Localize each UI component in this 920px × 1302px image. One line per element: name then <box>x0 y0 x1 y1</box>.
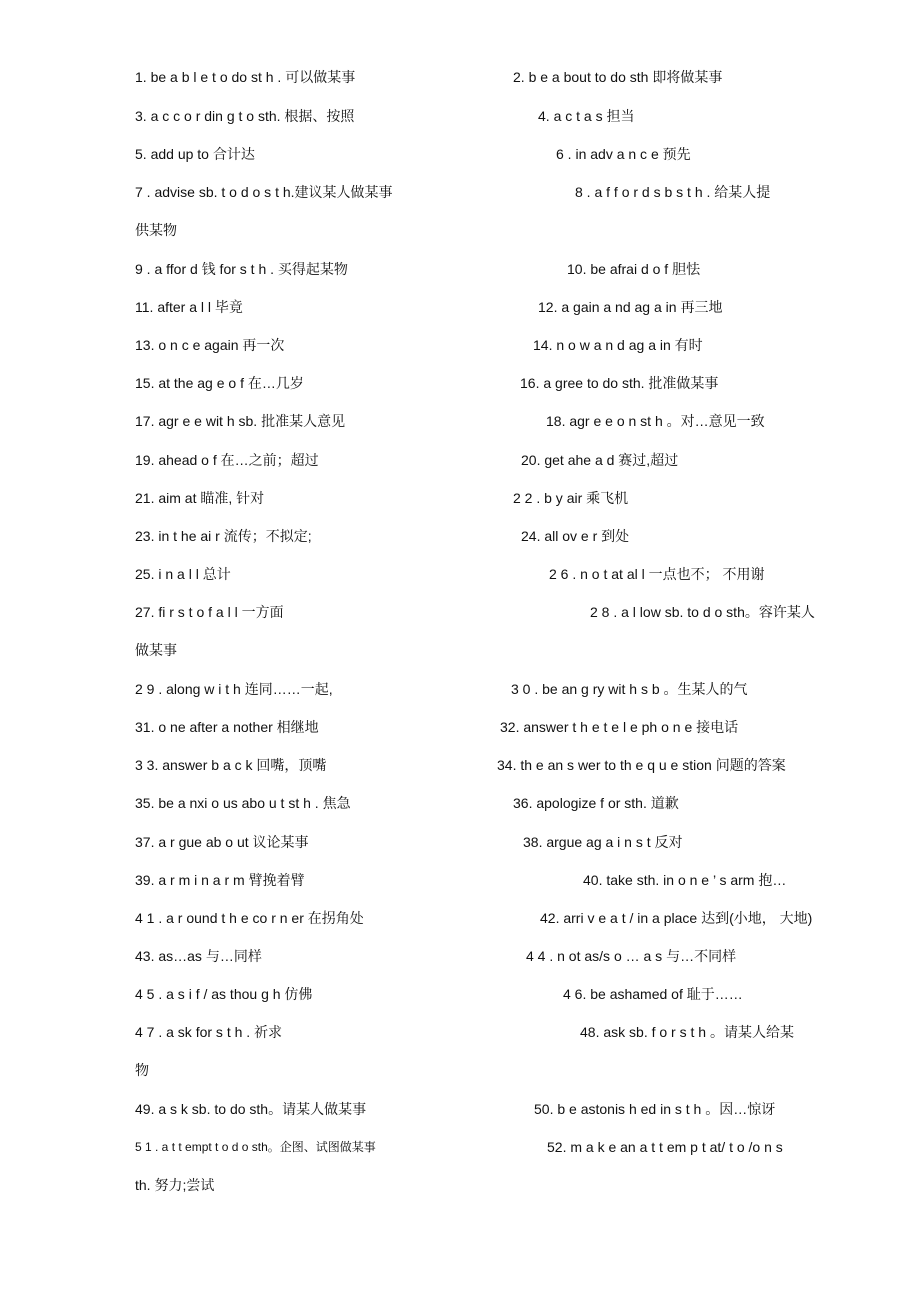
entry-12: 12. a gain a nd ag a in 再三地 <box>538 299 723 315</box>
entry-5: 5. add up to 合计达 <box>135 146 255 162</box>
entry-43: 43. as…as 与…同样 <box>135 948 262 964</box>
entry-26: 2 6 . n o t at al l 一点也不； 不用谢 <box>549 566 765 582</box>
entry-19: 19. ahead o f 在…之前；超过 <box>135 452 319 468</box>
entry-44: 4 4 . n ot as/s o … a s 与…不同样 <box>526 948 737 964</box>
entry-9: 9 . a ffor d 钱 for s t h . 买得起某物 <box>135 261 348 277</box>
entry-13: 13. o n c e again 再一次 <box>135 337 285 353</box>
entry-29: 2 9 . along w i t h 连同……一起, <box>135 681 333 697</box>
entry-47: 4 7 . a sk for s t h . 祈求 <box>135 1024 283 1040</box>
entry-40: 40. take sth. in o n e ’ s arm 抱… <box>583 872 787 888</box>
entry-28-continued: 做某事 <box>135 642 177 658</box>
entry-48: 48. ask sb. f o r s t h 。请某人给某 <box>580 1024 794 1040</box>
entry-39: 39. a r m i n a r m 臂挽着臂 <box>135 872 305 888</box>
entry-33: 3 3. answer b a c k 回嘴，顶嘴 <box>135 757 327 773</box>
entry-35: 35. be a nxi o us abo u t st h . 焦急 <box>135 795 351 811</box>
entry-45: 4 5 . a s i f / as thou g h 仿佛 <box>135 986 313 1002</box>
entry-38: 38. argue ag a i n s t 反对 <box>523 834 683 850</box>
entry-30: 3 0 . be an g ry wit h s b 。生某人的气 <box>511 681 748 697</box>
entry-8: 8 . a f f o r d s b s t h . 给某人提 <box>575 184 771 200</box>
entry-50: 50. b e astonis h ed in s t h 。因…惊讶 <box>534 1101 776 1117</box>
entry-2: 2. b e a bout to do sth 即将做某事 <box>513 69 723 85</box>
entry-3: 3. a c c o r din g t o sth. 根据、按照 <box>135 108 355 124</box>
entry-18: 18. agr e e o n st h 。对…意见一致 <box>546 413 765 429</box>
entry-11: 11. after a l l 毕竟 <box>135 299 243 315</box>
entry-22: 2 2 . b y air 乘飞机 <box>513 490 629 506</box>
entry-36: 36. apologize f or sth. 道歉 <box>513 795 679 811</box>
entry-48-continued: 物 <box>135 1062 149 1078</box>
entry-51: 5 1 . a t t empt t o d o sth。企图、试图做某事 <box>135 1140 376 1154</box>
entry-1: 1. be a b l e t o do st h . 可以做某事 <box>135 69 356 85</box>
entry-34: 34. th e an s wer to th e q u e stion 问题的答案 <box>497 757 786 773</box>
entry-25: 25. i n a l l 总计 <box>135 566 231 582</box>
entry-14: 14. n o w a n d ag a in 有时 <box>533 337 703 353</box>
entry-8-continued: 供某物 <box>135 222 177 238</box>
entry-32: 32. answer t h e t e l e ph o n e 接电话 <box>500 719 739 735</box>
entry-28: 2 8 . a l low sb. to d o sth。容许某人 <box>590 604 815 620</box>
entry-49: 49. a s k sb. to do sth。请某人做某事 <box>135 1101 367 1117</box>
entry-21: 21. aim at 瞄准, 针对 <box>135 490 265 506</box>
entry-17: 17. agr e e wit h sb. 批准某人意见 <box>135 413 346 429</box>
entry-52: 52. m a k e an a t t em p t at/ t o /o n s <box>547 1139 783 1155</box>
entry-27: 27. fi r s t o f a l l 一方面 <box>135 604 284 620</box>
entry-16: 16. a gree to do sth. 批准做某事 <box>520 375 719 391</box>
entry-20: 20. get ahe a d 赛过,超过 <box>521 452 679 468</box>
entry-23: 23. in t he ai r 流传；不拟定; <box>135 528 312 544</box>
entry-15: 15. at the ag e o f 在…几岁 <box>135 375 304 391</box>
entry-7: 7 . advise sb. t o d o s t h.建议某人做某事 <box>135 184 393 200</box>
entry-52-continued: th. 努力;尝试 <box>135 1177 215 1193</box>
entry-42: 42. arri v e a t / in a place 达到(小地， 大地) <box>540 910 813 926</box>
entry-6: 6 . in adv a n c e 预先 <box>556 146 691 162</box>
entry-10: 10. be afrai d o f 胆怯 <box>567 261 701 277</box>
entry-24: 24. all ov e r 到处 <box>521 528 630 544</box>
entry-31: 31. o ne after a nother 相继地 <box>135 719 319 735</box>
entry-41: 4 1 . a r ound t h e co r n er 在拐角处 <box>135 910 364 926</box>
entry-37: 37. a r gue ab o ut 议论某事 <box>135 834 309 850</box>
entry-4: 4. a c t a s 担当 <box>538 108 635 124</box>
entry-46: 4 6. be ashamed of 耻于…… <box>563 986 743 1002</box>
